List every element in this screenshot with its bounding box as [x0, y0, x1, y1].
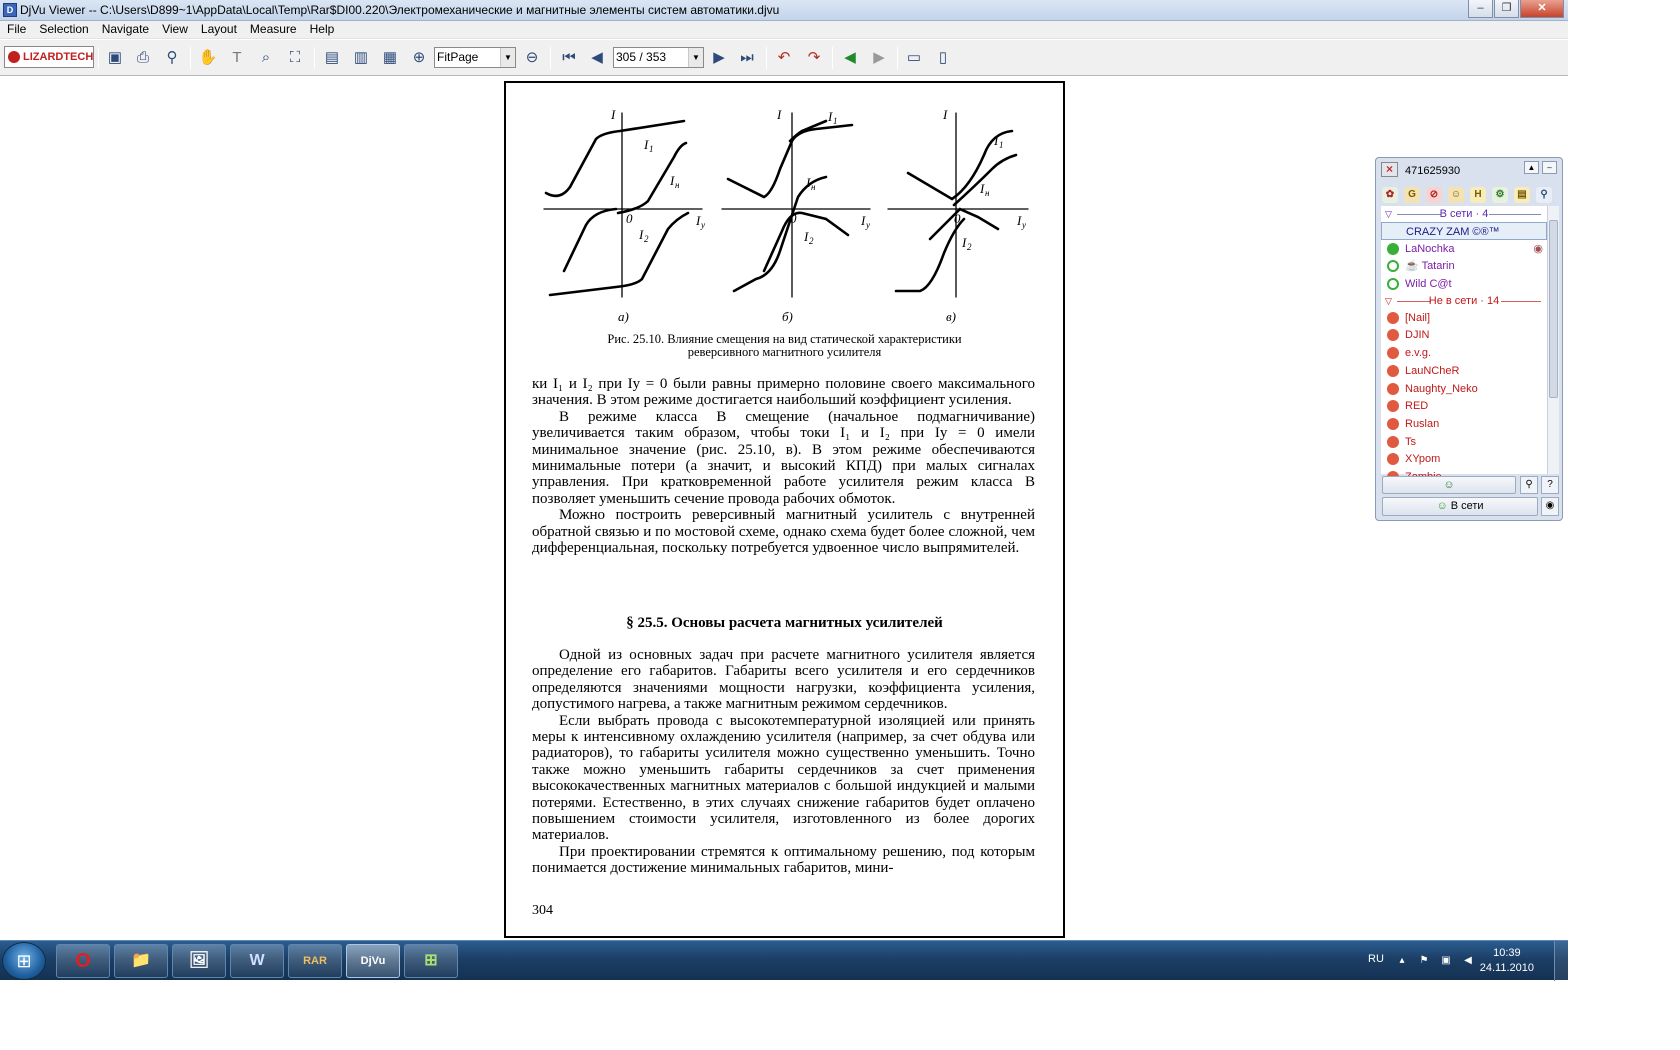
axis-x-sub-a: у [701, 220, 705, 230]
menu-navigate[interactable]: Navigate [101, 22, 150, 36]
axis-y-label-a: I [611, 107, 616, 122]
qip-privacy-icon[interactable]: ◉ [1541, 497, 1559, 516]
curve-in-b: I [806, 175, 811, 190]
qip-settings-icon[interactable]: ⚙ [1492, 187, 1508, 203]
person-icon: ☺ [1443, 479, 1455, 491]
qip-notes-icon[interactable]: ▤ [1514, 187, 1530, 203]
qip-status-button[interactable] [1382, 497, 1538, 516]
figure-caption [506, 333, 1063, 359]
menu-layout[interactable]: Layout [200, 22, 237, 36]
tray-expand-icon[interactable]: ▴ [1399, 955, 1405, 966]
status-offline-icon [1387, 329, 1399, 341]
next-page-icon[interactable]: ▶ [713, 49, 725, 66]
status-online-icon: ☺ [1436, 500, 1448, 512]
zoom-out-icon[interactable]: ⊖ [525, 49, 539, 66]
qip-find-contact-icon[interactable]: ⚲ [1520, 476, 1538, 494]
contact-name: CRAZY ZAM ©®™ [1406, 226, 1500, 238]
contact-item[interactable] [1381, 222, 1547, 240]
continuous-icon[interactable]: ▯ [938, 49, 948, 66]
curve-in-c: I [980, 181, 985, 196]
axis-x-sub-c: у [1022, 220, 1026, 230]
paragraph-4: Одной из основных задач при расчете магнитного усилителя является определение его габаритов. Габариты всего усилителя и его сердечников определяются значениями мощности нагрузки, коэффициента усиления, допустимого нагрева, а также магнитным режимом сердечников. [532, 647, 1035, 713]
curve-i1-b: I [828, 109, 833, 124]
first-page-icon[interactable]: ⏮ [562, 49, 576, 66]
curve-i2-a: I [639, 227, 644, 242]
page-combo[interactable] [613, 47, 704, 68]
zoom-in-icon[interactable]: ⊕ [412, 49, 426, 66]
axis-x-label-b: I [861, 213, 866, 228]
qip-contact-list[interactable] [1381, 206, 1547, 474]
paragraph-2: В режиме класса B смещение (начальное подмагничивание) увеличивается таким образом, чтобы токи I₁ и I₂ при Iу = 0 имели минимальное значение (рис. 25.10, в). В этом режиме обеспечиваются минимальные потери (а значит, и высокий КПД) при малых сигналах управления. При кратковременной работе усилителя режим класса B позволяет уменьшить сечение провода рабочих обмоток. [532, 408, 1035, 507]
status-offline-icon [1387, 365, 1399, 377]
status-away-icon [1387, 260, 1399, 272]
contact-name: LauNCheR [1405, 364, 1460, 377]
qip-pin-icon[interactable]: ▲ [1524, 161, 1539, 174]
contact-name: LaNochka [1405, 242, 1455, 255]
qip-minimize-icon[interactable]: – [1542, 161, 1557, 174]
qip-menu-icon[interactable]: ✿ [1382, 187, 1398, 203]
contact-name: e.v.g. [1405, 347, 1432, 360]
axis-y-label-b: I [777, 107, 782, 122]
qip-icon-bar [1382, 187, 1552, 205]
curve-in-a: I [670, 173, 675, 188]
panel-label-a: а) [618, 309, 629, 324]
status-offline-icon [1387, 436, 1399, 448]
taskbar-opera[interactable]: O [56, 944, 110, 978]
taskbar-word[interactable]: W [230, 944, 284, 978]
djvu-app-icon[interactable]: D [3, 3, 17, 17]
zoom-combo[interactable] [434, 47, 516, 68]
group-offline-label: Не в сети · 14 [1428, 294, 1500, 307]
status-online-icon [1387, 243, 1399, 255]
page-number: 304 [532, 903, 553, 918]
qip-header [1376, 158, 1562, 184]
paragraph-6: При проектировании стремятся к оптимальному решению, под которым понимается достижение минимальных габаритов, мини- [532, 843, 1035, 877]
contact-item[interactable] [1381, 326, 1547, 344]
curve-i1-c-sub: 1 [999, 140, 1004, 150]
status-offline-icon [1387, 400, 1399, 412]
restore-button[interactable]: ❐ [1494, 0, 1519, 18]
menu-help[interactable]: Help [309, 22, 335, 36]
zoom-value: FitPage [437, 50, 479, 64]
contact-item[interactable] [1381, 240, 1547, 258]
body-text-top [532, 376, 1035, 556]
caption-line-2: реверсивного магнитного усилителя [687, 345, 882, 359]
status-offline-icon [1387, 312, 1399, 324]
contact-item[interactable] [1381, 397, 1547, 415]
taskbar-photo-viewer[interactable]: 🖼 [172, 944, 226, 978]
contact-item[interactable] [1381, 309, 1547, 327]
taskbar-app[interactable]: ⊞ [404, 944, 458, 978]
save-icon[interactable]: ▣ [107, 49, 123, 66]
panel-label-c: в) [946, 309, 956, 324]
curve-in-c-sub: н [985, 188, 990, 198]
close-button[interactable]: ✕ [1520, 0, 1564, 18]
axis-x-sub-b: у [866, 220, 870, 230]
contact-name: Ts [1405, 435, 1416, 448]
contact-name: RED [1405, 400, 1429, 413]
network-icon[interactable]: ▣ [1441, 955, 1451, 966]
qip-chat-icon[interactable]: ☺ [1448, 187, 1464, 203]
curve-i1-b-sub: 1 [833, 116, 838, 126]
clock[interactable] [1480, 946, 1534, 976]
group-offline[interactable] [1381, 293, 1547, 309]
contact-item[interactable] [1381, 450, 1547, 468]
paragraph-1: ки I₁ и I₂ при Iу = 0 были равны примерно половине своего максимального значения. В этом режиме достигается наибольший коэффициент усиления. [532, 376, 1035, 409]
taskbar-djvu[interactable]: DjVu [346, 944, 400, 978]
section-heading: § 25.5. Основы расчета магнитных усилителей [626, 615, 943, 631]
menu-view[interactable]: View [162, 22, 188, 36]
contact-name: Ruslan [1405, 417, 1440, 430]
contact-item[interactable] [1381, 362, 1547, 380]
group-online-label: В сети · 4 [1439, 208, 1489, 220]
contact-name: Naughty_Neko [1405, 382, 1478, 395]
pan-hand-icon[interactable]: ✋ [198, 49, 218, 66]
taskbar-explorer[interactable]: 📁 [114, 944, 168, 978]
contact-item[interactable] [1381, 380, 1547, 398]
forward-icon[interactable]: ▶ [873, 49, 885, 66]
fit-width-icon[interactable]: ▤ [324, 49, 340, 66]
status-offline-icon [1387, 383, 1399, 395]
qip-contacts-icon[interactable]: G [1404, 187, 1420, 203]
curve-i1-a: I [644, 137, 649, 152]
system-tray [0, 941, 1568, 981]
caption-line-1: Рис. 25.10. Влияние смещения на вид статической характеристики [607, 332, 962, 346]
eye-icon: ◉ [1533, 242, 1543, 255]
curve-i1-c: I [994, 133, 999, 148]
menu-measure[interactable]: Measure [249, 22, 297, 36]
origin-a: 0 [626, 211, 633, 226]
qip-help-icon[interactable]: ? [1541, 476, 1559, 494]
curve-i2-b-sub: 2 [809, 236, 814, 246]
taskbar [0, 940, 1568, 980]
menu-file[interactable]: File [7, 22, 27, 36]
title-bar [0, 0, 1568, 21]
contact-item[interactable] [1381, 344, 1547, 362]
paragraph-3: Можно построить реверсивный магнитный усилитель с внутренней обратной связью и по мостовой схеме, однако схема будет более сложной, чем дифференциальная, поскольку потребуется удвоенное число выпрямителей. [532, 507, 1035, 557]
qip-history-icon[interactable]: H [1470, 187, 1486, 203]
action-center-icon[interactable]: ⚑ [1419, 955, 1429, 966]
qip-contact-window[interactable] [1375, 157, 1563, 521]
window-title: DjVu Viewer -- C:\Users\D899~1\AppData\Local\Temp\Rar$DI00.220\Электромеханические и магнитные элементы систем автоматики.djvu [20, 3, 780, 17]
rotate-left-icon[interactable]: ↶ [777, 49, 791, 66]
qip-search-icon[interactable]: ⚲ [1536, 187, 1552, 203]
curve-i2-c-sub: 2 [967, 242, 972, 252]
qip-close-icon[interactable]: × [1381, 162, 1398, 177]
contact-name: XYpom [1405, 453, 1441, 466]
body-text-bottom [532, 647, 1035, 877]
last-page-icon[interactable]: ⏭ [740, 49, 754, 66]
find-icon[interactable]: ⚲ [166, 49, 178, 66]
expand-triangle-icon[interactable]: ▽ [1385, 295, 1392, 306]
qip-sound-off-icon[interactable]: ⊘ [1426, 187, 1442, 203]
zoom-rect-icon[interactable]: ⌕ [261, 49, 271, 66]
expand-triangle-icon[interactable]: ▽ [1385, 209, 1392, 219]
contact-name: Tatarin [1421, 260, 1455, 273]
curve-i2-b: I [804, 229, 809, 244]
origin-c: 0 [954, 211, 961, 226]
thumbnails-icon[interactable]: ▭ [906, 49, 922, 66]
contact-name: DJIN [1405, 329, 1430, 342]
qip-status-label: В сети [1450, 500, 1484, 512]
rotate-right-icon[interactable]: ↷ [807, 49, 821, 66]
menu-bar [0, 21, 1568, 39]
language-indicator[interactable]: RU [1368, 953, 1384, 965]
menu-selection[interactable]: Selection [39, 22, 89, 36]
axis-y-label-c: I [943, 107, 948, 122]
axis-x-label-a: I [696, 213, 701, 228]
clock-date: 24.11.2010 [1479, 962, 1534, 974]
qip-main-menu-button[interactable] [1382, 476, 1516, 494]
qip-scrollbar[interactable] [1547, 206, 1559, 474]
scrollbar-thumb[interactable] [1549, 220, 1558, 398]
curve-in-b-sub: н [811, 182, 816, 192]
taskbar-winrar[interactable]: RAR [288, 944, 342, 978]
curve-i2-a-sub: 2 [644, 234, 649, 244]
curve-i2-c: I [962, 235, 967, 250]
origin-b: 0 [790, 211, 797, 226]
region-select-icon[interactable]: ⛶ [289, 49, 301, 66]
fit-page-icon[interactable]: ▥ [353, 49, 369, 66]
document-page [504, 81, 1065, 938]
axis-x-label-c: I [1017, 213, 1022, 228]
curve-i1-a-sub: 1 [649, 144, 654, 154]
actual-size-icon[interactable]: ▦ [382, 49, 398, 66]
status-away-icon [1387, 278, 1399, 290]
curve-in-a-sub: н [675, 180, 680, 190]
contact-name: [Nail] [1405, 311, 1431, 324]
paragraph-5: Если выбрать провода с высокотемпературной изоляцией или принять меры к интенсивному охлаждению усилителя (например, за счет обдува или радиаторов), то габариты усилителя можно существенно уменьшить. Точно также можно уменьшить габариты сердечников за счет применения высококачественных магнитных материалов с большой индукцией и малыми потерями. Естественно, в этих случаях снижение габаритов будет оплачено повышением стоимости усилителя, изготовленного из более дорогих материалов. [532, 712, 1035, 844]
qip-uin: 471625930 [1405, 165, 1461, 177]
show-desktop-button[interactable] [1554, 941, 1568, 981]
prev-page-icon[interactable]: ◀ [591, 49, 603, 66]
chevron-down-icon[interactable]: ▼ [688, 48, 703, 67]
print-icon[interactable]: ⎙ [136, 49, 149, 66]
coffee-icon: ☕ [1405, 260, 1419, 273]
contact-name: Wild C@t [1405, 278, 1452, 291]
group-online[interactable] [1381, 206, 1547, 222]
back-icon[interactable]: ◀ [844, 49, 856, 66]
figure-25-10 [536, 101, 1036, 331]
volume-icon[interactable]: ◀ [1464, 955, 1472, 966]
chevron-down-icon[interactable]: ▼ [500, 48, 515, 67]
text-select-icon[interactable]: T [232, 49, 242, 66]
status-offline-icon [1387, 347, 1399, 359]
minimize-button[interactable]: – [1468, 0, 1493, 18]
contact-item[interactable] [1381, 415, 1547, 433]
status-offline-icon [1387, 418, 1399, 430]
clock-time: 10:39 [1493, 947, 1521, 959]
page-value: 305 / 353 [616, 50, 667, 64]
toolbar [0, 40, 1568, 76]
panel-label-b: б) [782, 309, 793, 324]
contact-item[interactable] [1381, 275, 1547, 293]
status-offline-icon [1387, 453, 1399, 465]
lizardtech-logo[interactable]: LIZARDTECH [4, 46, 94, 68]
contact-item[interactable] [1381, 433, 1547, 451]
contact-item[interactable] [1381, 257, 1547, 275]
start-button[interactable]: ⊞ [2, 942, 46, 980]
